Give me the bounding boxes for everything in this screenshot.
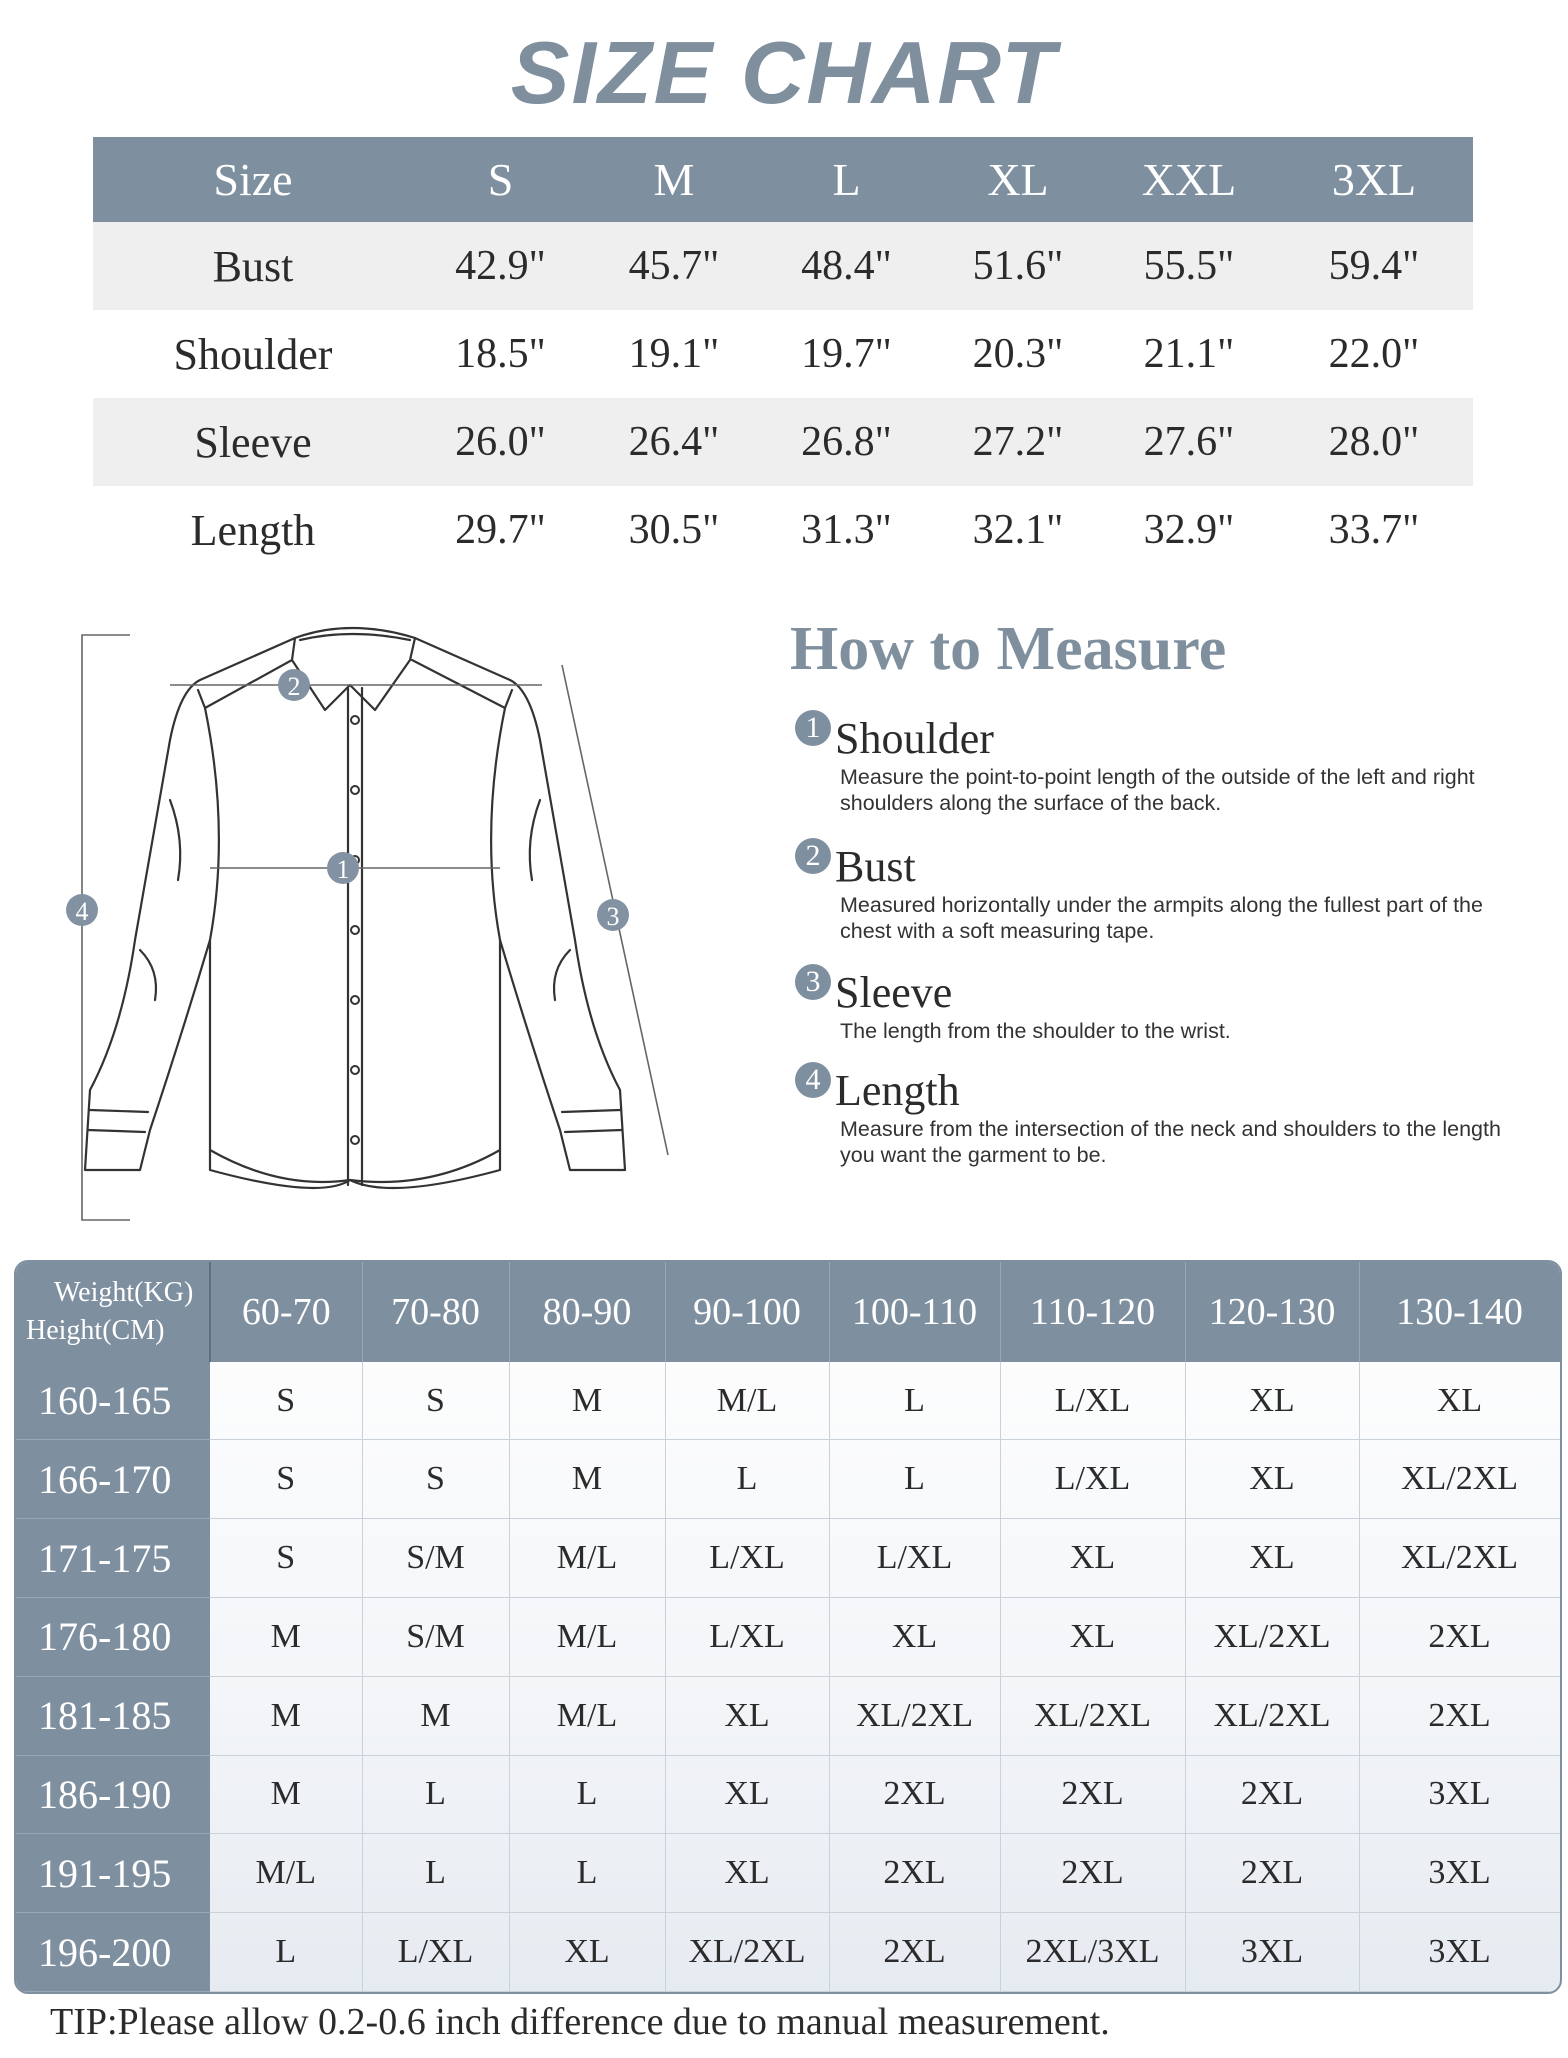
- number-badge: 1: [795, 710, 831, 746]
- number-badge: 2: [795, 838, 831, 874]
- size-cell: 2XL: [1359, 1598, 1560, 1677]
- size-cell: 2XL: [1185, 1834, 1359, 1913]
- size-cell: XL/2XL: [1359, 1440, 1560, 1519]
- size-cell: 2XL: [1359, 1676, 1560, 1755]
- cell: 19.7": [801, 331, 892, 377]
- size-cell: L/XL: [1000, 1362, 1185, 1440]
- size-cell: L: [362, 1755, 509, 1834]
- svg-text:4: 4: [75, 897, 89, 926]
- size-cell: XL: [1000, 1598, 1185, 1677]
- size-cell: 2XL: [1185, 1755, 1359, 1834]
- cell: 20.3": [972, 331, 1064, 377]
- weight-height-table: [16, 1262, 1561, 1992]
- measure-item-bust: [795, 836, 1535, 944]
- size-cell: L: [509, 1834, 665, 1913]
- size-cell: 2XL/3XL: [1000, 1913, 1185, 1992]
- size-cell: XL/2XL: [1000, 1676, 1185, 1755]
- measure-item-sleeve: [795, 962, 1535, 1044]
- size-cell: XL/2XL: [1185, 1676, 1359, 1755]
- table-row: [16, 1519, 1560, 1598]
- cell: 32.1": [972, 507, 1064, 553]
- size-cell: XL/2XL: [1185, 1598, 1359, 1677]
- table-row: [93, 398, 1473, 486]
- header-l: L: [760, 137, 933, 222]
- size-cell: L: [665, 1440, 829, 1519]
- cell: 21.1": [1143, 331, 1235, 377]
- cell: 27.6": [1103, 398, 1275, 486]
- size-cell: S: [210, 1362, 362, 1440]
- table-row: [16, 1362, 1560, 1440]
- size-cell: XL: [665, 1755, 829, 1834]
- size-cell: L/XL: [362, 1913, 509, 1992]
- measure-label: Shoulder: [835, 714, 994, 763]
- size-cell: XL: [829, 1598, 1000, 1677]
- weight-header: 120-130: [1185, 1262, 1359, 1362]
- size-cell: XL: [1185, 1440, 1359, 1519]
- size-cell: XL/2XL: [665, 1913, 829, 1992]
- cell: 26.8": [760, 398, 933, 486]
- size-cell: XL: [1000, 1519, 1185, 1598]
- size-cell: S/M: [362, 1598, 509, 1677]
- table-row: [93, 310, 1473, 398]
- size-cell: M: [509, 1440, 665, 1519]
- header-s: S: [413, 137, 588, 222]
- svg-text:1: 1: [336, 855, 350, 884]
- size-cell: XL: [665, 1676, 829, 1755]
- row-label: Sleeve: [93, 398, 413, 486]
- how-to-measure-title: How to Measure: [790, 615, 1227, 683]
- corner-header: [16, 1262, 210, 1362]
- marker-1: [327, 852, 359, 884]
- weight-height-grid: [14, 1260, 1562, 1994]
- cell: 27.2": [933, 398, 1103, 486]
- cell: 19.1": [628, 331, 720, 377]
- weight-header: 70-80: [362, 1262, 509, 1362]
- size-cell: M: [210, 1598, 362, 1677]
- weight-header: 130-140: [1359, 1262, 1560, 1362]
- table-row: [16, 1834, 1560, 1913]
- cell: 28.0": [1275, 398, 1473, 486]
- size-cell: L/XL: [1000, 1440, 1185, 1519]
- measure-label: Length: [835, 1066, 960, 1115]
- marker-2: [278, 669, 310, 701]
- table-row: [93, 486, 1473, 574]
- size-cell: M/L: [509, 1676, 665, 1755]
- size-cell: M/L: [665, 1362, 829, 1440]
- cell: 29.7": [455, 507, 546, 553]
- cell: 22.0": [1328, 331, 1420, 377]
- table-row: [16, 1913, 1560, 1992]
- weight-header: 80-90: [509, 1262, 665, 1362]
- shirt-illustration: [60, 610, 700, 1230]
- page-title: SIZE CHART: [510, 23, 1058, 122]
- cell: 42.9": [413, 222, 588, 310]
- height-label: 186-190: [16, 1755, 210, 1834]
- size-cell: M: [210, 1755, 362, 1834]
- row-label: Shoulder: [173, 329, 333, 379]
- size-cell: 2XL: [1000, 1834, 1185, 1913]
- height-label: 196-200: [16, 1913, 210, 1992]
- size-cell: L/XL: [665, 1519, 829, 1598]
- size-cell: L/XL: [665, 1598, 829, 1677]
- size-cell: L: [829, 1440, 1000, 1519]
- size-cell: 3XL: [1359, 1834, 1560, 1913]
- measure-desc: Measure the point-to-point length of the outside of the left and right shoulders along the surface of the back.: [840, 765, 1475, 815]
- size-cell: 3XL: [1359, 1913, 1560, 1992]
- cell: 51.6": [933, 222, 1103, 310]
- size-cell: 3XL: [1359, 1755, 1560, 1834]
- measure-desc: The length from the shoulder to the wrist.: [840, 1019, 1231, 1043]
- size-cell: S/M: [362, 1519, 509, 1598]
- size-cell: L: [829, 1362, 1000, 1440]
- cell: 30.5": [628, 507, 720, 553]
- size-cell: XL/2XL: [1359, 1519, 1560, 1598]
- measure-label: Sleeve: [835, 968, 953, 1017]
- table-row: [16, 1676, 1560, 1755]
- svg-text:3: 3: [606, 902, 620, 931]
- header-size: Size: [93, 137, 413, 222]
- cell: 26.4": [588, 398, 760, 486]
- size-cell: XL: [1185, 1519, 1359, 1598]
- size-cell: XL/2XL: [829, 1676, 1000, 1755]
- size-cell: L/XL: [829, 1519, 1000, 1598]
- size-cell: M: [210, 1676, 362, 1755]
- size-cell: 2XL: [829, 1755, 1000, 1834]
- size-cell: 2XL: [829, 1834, 1000, 1913]
- svg-text:2: 2: [287, 672, 301, 701]
- header-3xl: 3XL: [1275, 137, 1473, 222]
- cell: 32.9": [1143, 507, 1235, 553]
- size-cell: S: [210, 1440, 362, 1519]
- measure-desc: Measure from the intersection of the neck and shoulders to the length you want the garment to be.: [840, 1117, 1501, 1167]
- height-label: 176-180: [16, 1598, 210, 1677]
- cell: 59.4": [1275, 222, 1473, 310]
- cell: 55.5": [1103, 222, 1275, 310]
- measure-item-length: [795, 1060, 1535, 1168]
- marker-3: [597, 899, 629, 931]
- corner-height-label: Height(CM): [26, 1315, 165, 1346]
- cell: 33.7": [1328, 507, 1420, 553]
- marker-4: [66, 894, 98, 926]
- header-xl: XL: [933, 137, 1103, 222]
- size-cell: XL: [509, 1913, 665, 1992]
- weight-header: 90-100: [665, 1262, 829, 1362]
- number-badge: 4: [795, 1062, 831, 1098]
- number-badge: 3: [795, 964, 831, 1000]
- weight-header: 110-120: [1000, 1262, 1185, 1362]
- table-row: [16, 1755, 1560, 1834]
- row-label: Bust: [93, 222, 413, 310]
- table-row: [16, 1440, 1560, 1519]
- size-cell: M/L: [509, 1598, 665, 1677]
- height-label: 160-165: [16, 1362, 210, 1440]
- size-cell: XL: [1185, 1362, 1359, 1440]
- cell: 48.4": [760, 222, 933, 310]
- size-table: [93, 137, 1473, 574]
- measure-desc: Measured horizontally under the armpits along the fullest part of the chest with a soft measuring tape.: [840, 893, 1483, 943]
- size-cell: S: [210, 1519, 362, 1598]
- row-label: Length: [190, 505, 316, 555]
- size-cell: M/L: [210, 1834, 362, 1913]
- size-table-header: [93, 137, 1473, 222]
- cell: 26.0": [413, 398, 588, 486]
- size-cell: M/L: [509, 1519, 665, 1598]
- corner-weight-label: Weight(KG): [54, 1277, 194, 1308]
- measure-label: Bust: [835, 842, 916, 891]
- cell: 45.7": [588, 222, 760, 310]
- cell: 31.3": [801, 507, 892, 553]
- height-label: 191-195: [16, 1834, 210, 1913]
- table-row: [16, 1598, 1560, 1677]
- measure-item-shoulder: [795, 708, 1535, 816]
- cell: 18.5": [455, 331, 546, 377]
- header-m: M: [588, 137, 760, 222]
- weight-header: 60-70: [210, 1262, 362, 1362]
- size-cell: L: [210, 1913, 362, 1992]
- size-cell: XL: [665, 1834, 829, 1913]
- height-label: 171-175: [16, 1519, 210, 1598]
- size-cell: S: [362, 1362, 509, 1440]
- size-cell: 3XL: [1185, 1913, 1359, 1992]
- size-cell: 2XL: [829, 1913, 1000, 1992]
- size-cell: M: [509, 1362, 665, 1440]
- header-xxl: XXL: [1103, 137, 1275, 222]
- height-label: 166-170: [16, 1440, 210, 1519]
- weight-header-row: [16, 1262, 1560, 1362]
- size-cell: S: [362, 1440, 509, 1519]
- weight-header: 100-110: [829, 1262, 1000, 1362]
- size-cell: 2XL: [1000, 1755, 1185, 1834]
- size-cell: M: [362, 1676, 509, 1755]
- tip-text: TIP:Please allow 0.2-0.6 inch difference due to manual measurement.: [50, 2001, 1110, 2043]
- height-label: 181-185: [16, 1676, 210, 1755]
- size-cell: L: [509, 1755, 665, 1834]
- size-cell: XL: [1359, 1362, 1560, 1440]
- size-cell: L: [362, 1834, 509, 1913]
- table-row: [93, 222, 1473, 310]
